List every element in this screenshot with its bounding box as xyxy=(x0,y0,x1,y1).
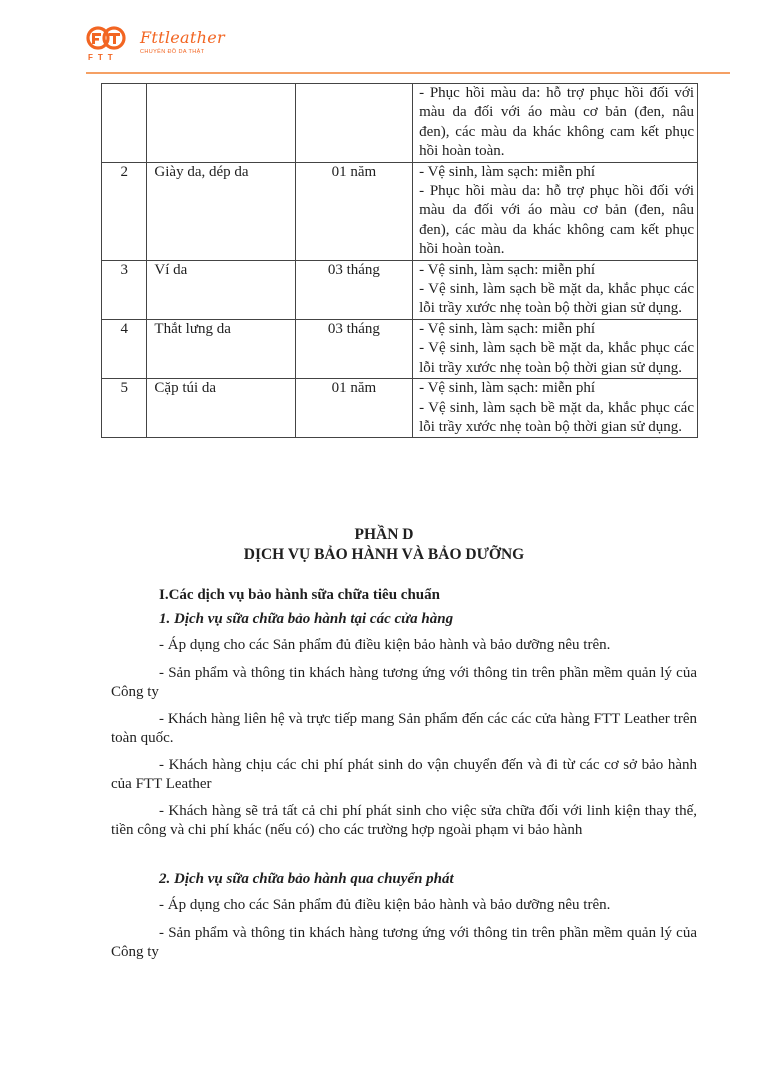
service-description xyxy=(413,260,698,319)
sub1-para-text: - Khách hàng sẽ trả tất cả chi phí phát sinh cho việc sửa chữa đối với linh kiện thay thế, tiền công và chi phí khác (nếu có) cho các trường hợp ngoài phạm vi bảo hành xyxy=(111,803,697,838)
product-name xyxy=(147,84,295,163)
subsection-1-text: 1. Dịch vụ sữa chữa bảo hành tại các cửa hàng xyxy=(159,611,454,627)
part-label: PHẦN D xyxy=(354,526,414,543)
heading-text: I.Các dịch vụ bảo hành sữa chữa tiêu chuẩn xyxy=(159,587,440,603)
service-description xyxy=(413,162,698,260)
table-row xyxy=(102,162,698,260)
warranty-period: 03 tháng xyxy=(295,260,412,319)
row-number: 3 xyxy=(102,260,147,319)
sub1-para-3 xyxy=(111,710,697,748)
row-number: 4 xyxy=(102,319,147,378)
sub1-para-text: - Khách hàng chịu các chi phí phát sinh do vận chuyển đến và đi từ các cơ sở bảo hành của FTT Leather xyxy=(111,757,697,792)
description-line: - Vệ sinh, làm sạch: miễn phí xyxy=(419,320,596,337)
table-row xyxy=(102,260,698,319)
description-line: - Vệ sinh, làm sạch: miễn phí xyxy=(419,163,596,180)
sub1-para-2 xyxy=(111,664,697,702)
logo-tagline: CHUYÊN ĐỒ DA THẬT xyxy=(140,49,205,55)
logo-script-text: Fttleather xyxy=(140,28,225,47)
sub2-para-1 xyxy=(111,896,697,915)
sub2-para-text: - Áp dụng cho các Sản phẩm đủ điều kiện bảo hành và bảo dưỡng nêu trên. xyxy=(159,897,611,913)
table-row xyxy=(102,319,698,378)
section-title: DỊCH VỤ BẢO HÀNH VÀ BẢO DƯỠNG xyxy=(243,546,525,563)
sub1-para-text: - Khách hàng liên hệ và trực tiếp mang Sản phẩm đến các các cửa hàng FTT Leather trên toàn quốc. xyxy=(111,711,697,746)
warranty-period xyxy=(295,84,412,163)
sub2-para-2 xyxy=(111,924,697,962)
warranty-period: 03 tháng xyxy=(295,319,412,378)
description-line: - Vệ sinh, làm sạch bề mặt da, khắc phục các lỗi trầy xước nhẹ toàn bộ thời gian sử dụng. xyxy=(419,399,694,435)
subsection-2-text: 2. Dịch vụ sữa chữa bảo hành qua chuyển phát xyxy=(159,871,454,887)
header-divider xyxy=(86,72,730,74)
warranty-table-body xyxy=(102,84,698,438)
warranty-period: 01 năm xyxy=(295,379,412,438)
company-logo xyxy=(86,26,226,70)
row-number: 5 xyxy=(102,379,147,438)
description-line: - Vệ sinh, làm sạch: miễn phí xyxy=(419,261,596,278)
service-description xyxy=(413,84,698,163)
logo-short-text: FTT xyxy=(88,53,118,62)
table-row xyxy=(102,379,698,438)
description-line: - Vệ sinh, làm sạch bề mặt da, khắc phục các lỗi trầy xước nhẹ toàn bộ thời gian sử dụng. xyxy=(419,281,694,317)
description-line: - Phục hồi màu da: hỗ trợ phục hồi đối với màu da đối với áo màu cơ bản (đen, nâu đen), các màu da khác không cam kết phục hồi hoàn toàn. xyxy=(419,85,694,160)
row-number xyxy=(102,84,147,163)
subsection-2-heading xyxy=(111,870,697,889)
page-header xyxy=(0,0,768,80)
sub1-para-text: - Sản phẩm và thông tin khách hàng tương ứng với thông tin trên phần mềm quản lý của Công ty xyxy=(111,665,697,700)
product-name: Thắt lưng da xyxy=(147,319,295,378)
sub1-para-text: - Áp dụng cho các Sản phẩm đủ điều kiện bảo hành và bảo dưỡng nêu trên. xyxy=(159,637,611,653)
sub2-para-text: - Sản phẩm và thông tin khách hàng tương ứng với thông tin trên phần mềm quản lý của Công ty xyxy=(111,925,697,960)
product-name: Ví da xyxy=(147,260,295,319)
sub1-para-5 xyxy=(111,802,697,840)
subsection-1-heading xyxy=(111,610,697,629)
service-description xyxy=(413,379,698,438)
warranty-period: 01 năm xyxy=(295,162,412,260)
sub1-para-1 xyxy=(111,636,697,655)
ftt-logo-icon xyxy=(86,26,128,54)
section-heading xyxy=(111,586,697,605)
table-row xyxy=(102,84,698,163)
row-number: 2 xyxy=(102,162,147,260)
warranty-table xyxy=(101,83,698,438)
product-name: Giày da, dép da xyxy=(147,162,295,260)
service-description xyxy=(413,319,698,378)
description-line: - Vệ sinh, làm sạch: miễn phí xyxy=(419,380,596,397)
description-line: - Vệ sinh, làm sạch bề mặt da, khắc phục các lỗi trầy xước nhẹ toàn bộ thời gian sử dụng. xyxy=(419,340,694,376)
sub1-para-4 xyxy=(111,756,697,794)
product-name: Cặp túi da xyxy=(147,379,295,438)
description-line: - Phục hồi màu da: hỗ trợ phục hồi đối với màu da đối với áo màu cơ bản (đen, nâu đen), các màu da khác không cam kết phục hồi hoàn toàn. xyxy=(419,183,694,258)
